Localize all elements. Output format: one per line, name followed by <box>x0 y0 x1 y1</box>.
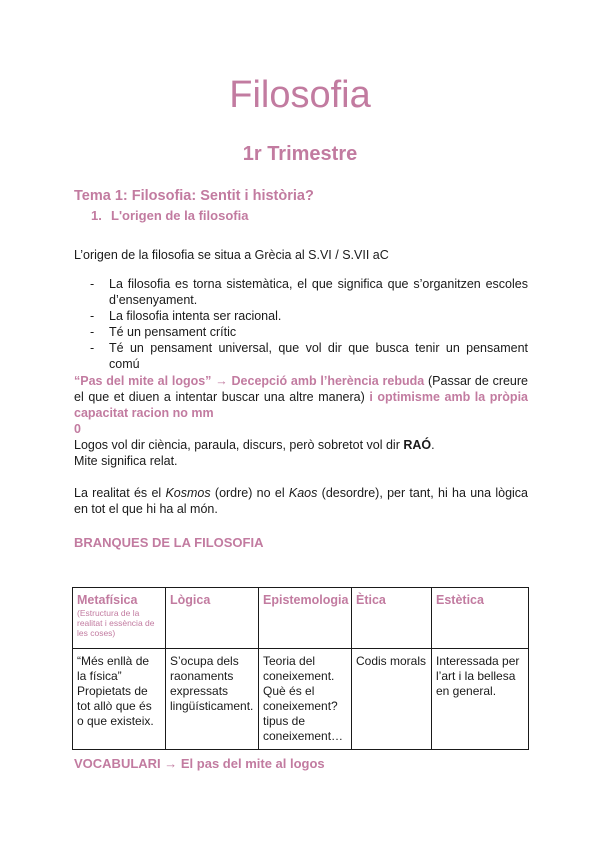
table-header-row <box>73 588 529 649</box>
list-item: - Té un pensament universal, que vol dir que busca tenir un pensament comú <box>88 340 528 372</box>
table-header-cell <box>259 588 352 649</box>
subtopic-label: L'origen de la filosofia <box>111 208 249 223</box>
mite-definition: Mite significa relat. <box>74 454 178 468</box>
logos-end: . <box>431 438 435 452</box>
branches-table <box>72 587 529 750</box>
list-item: - Té un pensament crític <box>88 324 528 340</box>
realitat-text: (desordre), per tant, hi ha una lògica en tot el que hi ha al món. <box>74 486 529 516</box>
mite-logos-phrase: “Pas del mite al logos” → Decepció amb l’herència rebuda <box>74 374 425 388</box>
table-header-cell <box>432 588 529 649</box>
column-note: (Estructura de la realitat i essència de les coses) <box>77 608 155 638</box>
table-cell: “Més enllà de la física” Propietats de tot allò que és o que existeix. <box>73 649 166 750</box>
table-header-cell <box>352 588 432 649</box>
realitat-text: (ordre) no el <box>210 486 289 500</box>
table-cell: Interessada per l’art i la bellesa en general. <box>432 649 529 750</box>
realitat-text: La realitat és el <box>74 486 166 500</box>
subtopic-number: 1. <box>91 208 102 223</box>
subtopic-heading <box>91 208 248 223</box>
kosmos-term: Kosmos <box>165 486 211 500</box>
list-item: - La filosofia intenta ser racional. <box>88 308 528 324</box>
column-label: Ètica <box>356 593 386 607</box>
column-label: Lògica <box>170 593 211 607</box>
list-item: - La filosofia es torna sistemàtica, el que significa que s’organitzen escoles d’ensenyament. <box>88 276 528 308</box>
mite-logos-explanation: (Passar de creure el que et diuen a intentar buscar una altre manera) <box>74 374 528 404</box>
kaos-term: Kaos <box>288 486 318 500</box>
table-row <box>73 649 529 750</box>
bullet-list <box>88 276 528 372</box>
topic-heading: Tema 1: Filosofia: Sentit i història? <box>74 188 314 204</box>
realitat-paragraph <box>74 485 528 517</box>
stray-digit: 0 <box>74 422 81 436</box>
mite-logos-paragraph <box>74 373 528 469</box>
optimism-phrase: i optimisme amb la pròpia capacitat racion no mm <box>74 390 528 420</box>
document-title: Filosofia <box>229 74 371 116</box>
column-label: Epistemologia <box>263 593 349 607</box>
logos-rao: RAÓ <box>403 438 432 452</box>
table-header-cell <box>166 588 259 649</box>
table-header-cell <box>73 588 166 649</box>
document-subtitle: 1r Trimestre <box>242 143 358 165</box>
vocabulari-heading: VOCABULARI → El pas del mite al logos <box>74 756 325 771</box>
table-cell: Codis morals <box>352 649 432 750</box>
table-cell: S’ocupa dels raonaments expressats lingüísticament. <box>166 649 259 750</box>
table-cell: Teoria del coneixement. Què és el coneixement? tipus de coneixement… <box>259 649 352 750</box>
column-label: Metafísica <box>77 593 138 607</box>
intro-paragraph: L’origen de la filosofia se situa a Grècia al S.VI / S.VII aC <box>74 248 389 262</box>
logos-definition: Logos vol dir ciència, paraula, discurs, però sobretot vol dir <box>74 438 404 452</box>
column-label: Estètica <box>436 593 484 607</box>
branques-heading: BRANQUES DE LA FILOSOFIA <box>74 535 264 550</box>
